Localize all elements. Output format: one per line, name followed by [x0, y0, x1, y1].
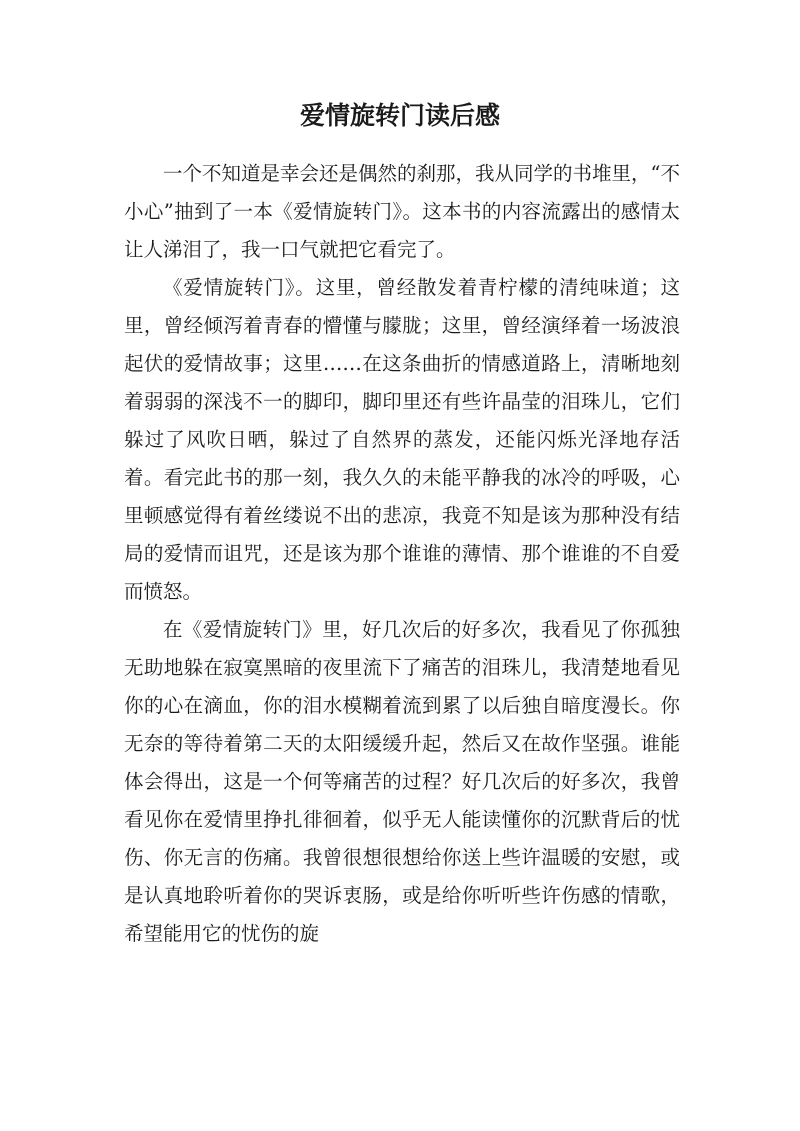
paragraph-2: 《爱情旋转门》。这里，曾经散发着青柠檬的清纯味道；这里，曾经倾泻着青春的懵懂与朦胧；这里，曾经演绎着一场波浪起伏的爱情故事；这里……在这条曲折的情感道路上，清晰地刻着弱弱的深浅不一的脚印，脚印里还有些许晶莹的泪珠儿，它们躲过了风吹日晒，躲过了自然界的蒸发，还能闪烁光泽地存活着。看完此书的那一刻，我久久的未能平静我的冰冷的呼吸，心里顿感觉得有着丝缕说不出的悲凉，我竟不知是该为那种没有结局的爱情而诅咒，还是该为那个谁谁的薄情、那个谁谁的不自爱而愤怒。	[124, 276, 680, 603]
document-title: 爱情旋转门读后感	[299, 101, 500, 130]
document-body	[124, 155, 680, 953]
paragraph-1: 一个不知道是幸会还是偶然的刹那，我从同学的书堆里，“不小心”抽到了一本《爱情旋转门》。这本书的内容流露出的感情太让人涕泪了，我一口气就把它看完了。	[124, 162, 680, 261]
paragraph-3: 在《爱情旋转门》里，好几次后的好多次，我看见了你孤独无助地躲在寂寞黑暗的夜里流下了痛苦的泪珠儿，我清楚地看见你的心在滴血，你的泪水模糊着流到累了以后独自暗度漫长。你无奈的等待着第二天的太阳缓缓升起，然后又在故作坚强。谁能体会得出，这是一个何等痛苦的过程？好几次后的好多次，我曾看见你在爱情里挣扎徘徊着，似乎无人能读懂你的沉默背后的忧伤、你无言的伤痛。我曾很想很想给你送上些许温暖的安慰，或是认真地聆听着你的哭诉衷肠，或是给你听听些许伤感的情歌，希望能用它的忧伤的旋	[124, 618, 680, 945]
